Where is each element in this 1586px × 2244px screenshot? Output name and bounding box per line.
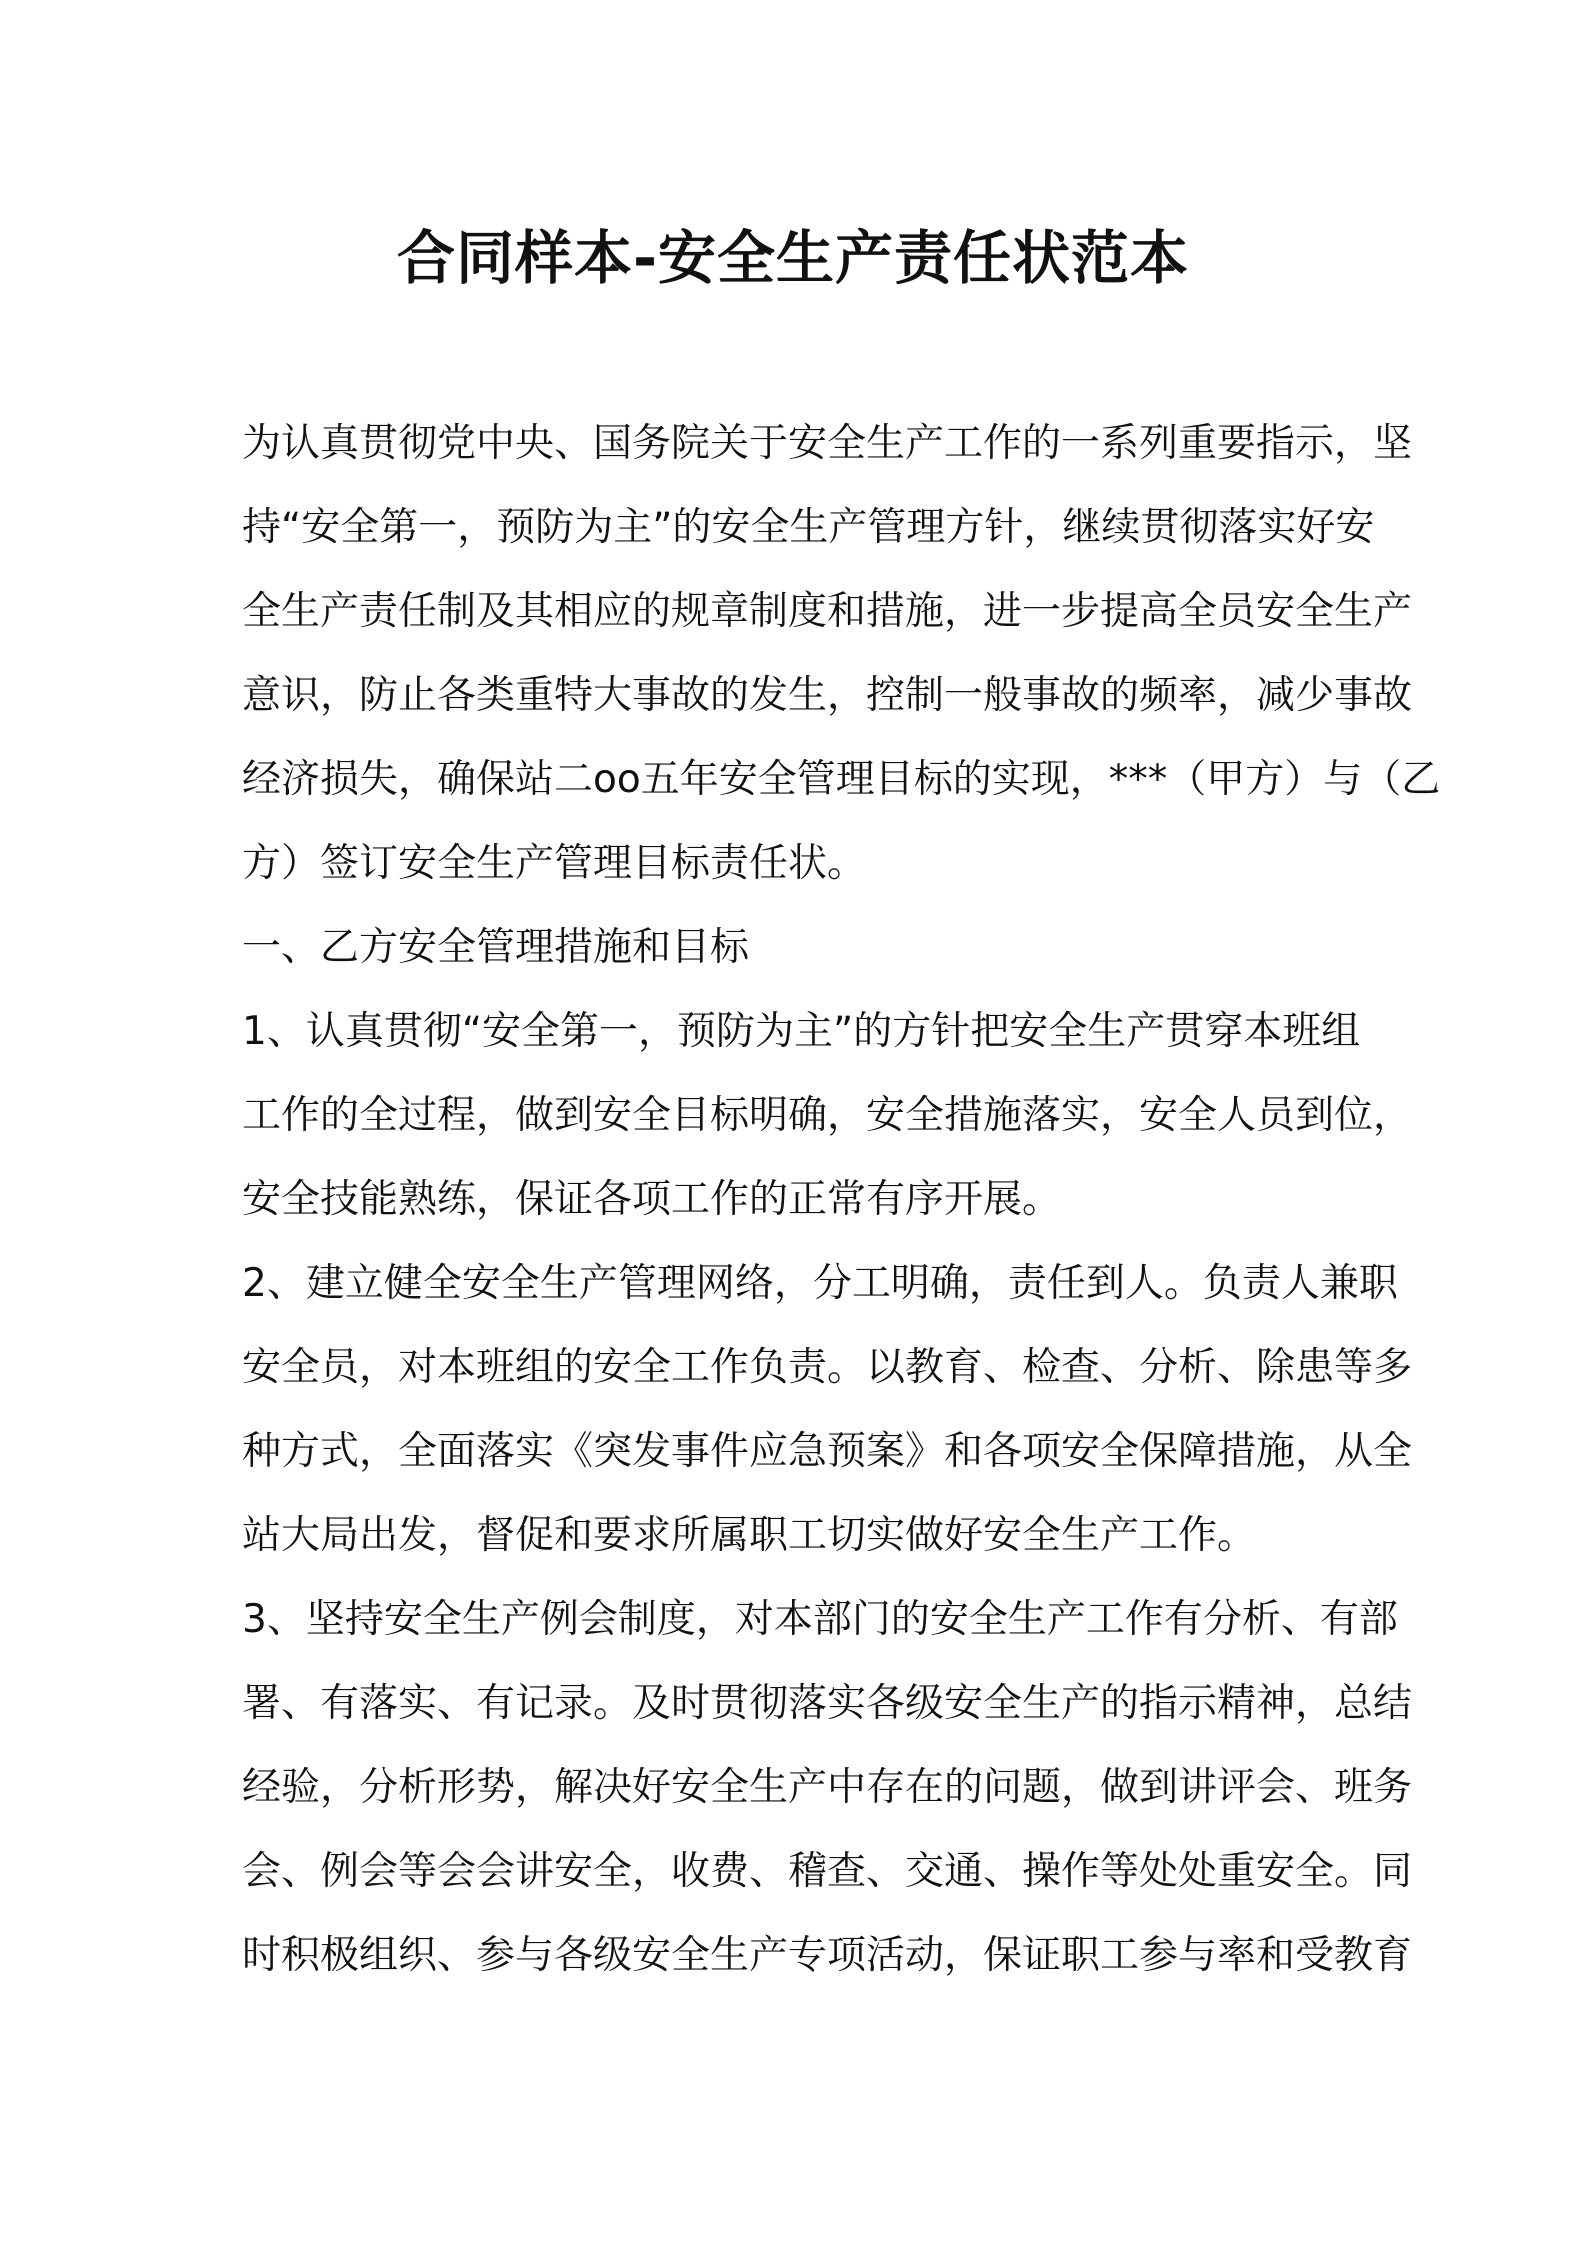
body-line: 为认真贯彻党中央、国务院关于安全生产工作的一系列重要指示，坚 (242, 421, 1413, 466)
body-line: 会、例会等会会讲安全，收费、稽查、交通、操作等处处重安全。同 (242, 1849, 1413, 1894)
body-line: 安全员，对本班组的安全工作负责。以教育、检查、分析、除患等多 (242, 1345, 1413, 1390)
document-body (242, 402, 1441, 1998)
body-line: 1、认真贯彻“安全第一，预防为主”的方针把安全生产贯穿本班组 (242, 1009, 1361, 1054)
body-line: 工作的全过程，做到安全目标明确，安全措施落实，安全人员到位， (242, 1093, 1413, 1138)
body-line: 持“安全第一，预防为主”的安全生产管理方针，继续贯彻落实好安 (242, 505, 1375, 550)
body-line: 站大局出发，督促和要求所属职工切实做好安全生产工作。 (242, 1513, 1257, 1558)
document-title: 合同样本-安全生产责任状范本 (396, 224, 1190, 292)
body-line: 经验，分析形势，解决好安全生产中存在的问题，做到讲评会、班务 (242, 1765, 1413, 1810)
body-line: 经济损失，确保站二oo五年安全管理目标的实现，***（甲方）与（乙 (242, 757, 1441, 802)
body-line: 署、有落实、有记录。及时贯彻落实各级安全生产的指示精神，总结 (242, 1681, 1413, 1726)
section-heading: 一、乙方安全管理措施和目标 (242, 925, 750, 970)
body-line: 种方式，全面落实《突发事件应急预案》和各项安全保障措施，从全 (242, 1429, 1413, 1474)
body-line: 2、建立健全安全生产管理网络，分工明确，责任到人。负责人兼职 (242, 1261, 1398, 1306)
body-line: 全生产责任制及其相应的规章制度和措施，进一步提高全员安全生产 (242, 589, 1413, 634)
body-line: 安全技能熟练，保证各项工作的正常有序开展。 (242, 1177, 1062, 1222)
body-line: 时积极组织、参与各级安全生产专项活动，保证职工参与率和受教育 (242, 1933, 1413, 1978)
body-line: 意识，防止各类重特大事故的发生，控制一般事故的频率，减少事故 (242, 673, 1413, 718)
body-line: 3、坚持安全生产例会制度，对本部门的安全生产工作有分析、有部 (242, 1597, 1398, 1642)
body-line: 方）签订安全生产管理目标责任状。 (242, 841, 867, 886)
